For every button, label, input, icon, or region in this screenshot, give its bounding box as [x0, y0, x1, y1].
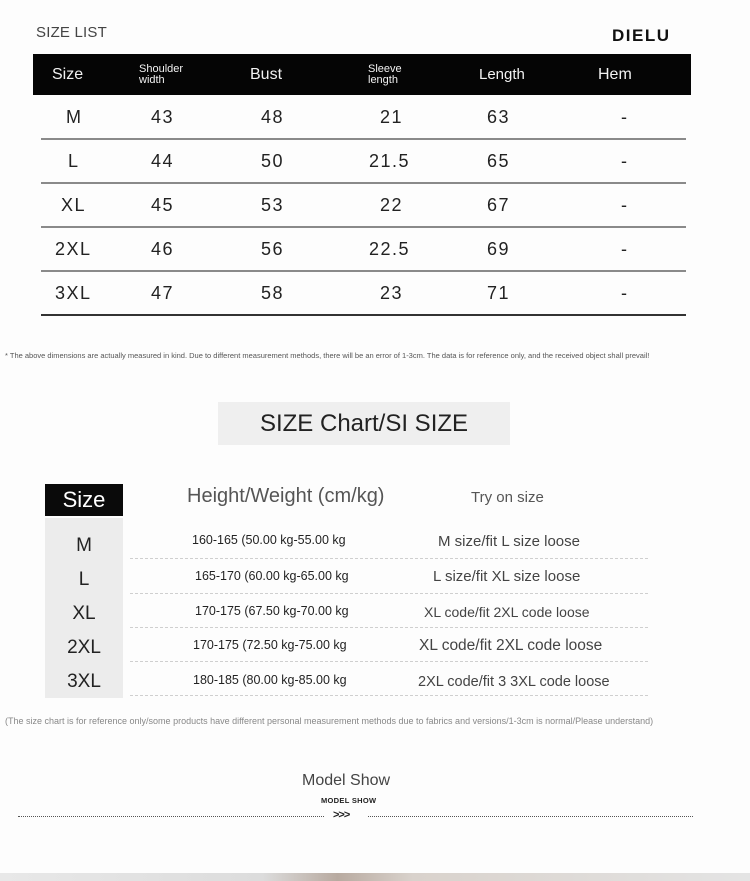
divider-left — [18, 816, 324, 817]
size-label: M — [76, 535, 92, 556]
table-row — [41, 96, 686, 140]
table-row — [41, 228, 686, 272]
col-bust: Bust — [250, 65, 283, 83]
cell-bust: 58 — [261, 282, 285, 303]
fit-recommendation: XL code/fit 2XL code loose — [424, 604, 590, 620]
row-divider — [130, 695, 648, 696]
height-weight-value: 170-175 (67.50 kg-70.00 kg — [195, 604, 349, 618]
fit-recommendation: M size/fit L size loose — [438, 533, 580, 550]
size-column — [45, 518, 123, 698]
cell-size: M — [66, 106, 83, 127]
size-label: 2XL — [67, 637, 101, 658]
col-sleeve-label-2: length — [368, 73, 398, 86]
cell-bust: 48 — [261, 106, 285, 127]
model-show-subtitle: MODEL SHOW — [321, 796, 377, 805]
row-divider — [130, 558, 648, 559]
cell-hem: - — [621, 282, 629, 303]
row-divider — [130, 661, 648, 662]
size-chart-title: SIZE Chart/SI SIZE — [218, 402, 510, 445]
size-label: 3XL — [67, 671, 101, 692]
height-weight-value: 170-175 (72.50 kg-75.00 kg — [193, 638, 347, 652]
col-length: Length — [479, 66, 525, 83]
cell-bust: 50 — [261, 150, 285, 171]
measure-table-header — [33, 54, 691, 95]
cell-shoulder: 46 — [151, 238, 175, 259]
table-row — [41, 272, 686, 316]
table-row — [41, 140, 686, 184]
cell-length: 69 — [487, 238, 511, 259]
cell-size: XL — [61, 194, 87, 215]
divider-right — [368, 816, 693, 817]
height-weight-value: 165-170 (60.00 kg-65.00 kg — [195, 569, 349, 583]
cell-shoulder: 45 — [151, 194, 175, 215]
col-sleeve-length — [368, 54, 402, 95]
col-hem: Hem — [598, 65, 632, 83]
cell-size: 2XL — [55, 238, 92, 259]
table-row — [41, 184, 686, 228]
cell-sleeve: 23 — [380, 282, 404, 303]
cell-sleeve: 21 — [380, 106, 404, 127]
fit-recommendation: XL code/fit 2XL code loose — [419, 637, 603, 654]
cell-bust: 56 — [261, 238, 285, 259]
height-weight-value: 160-165 (50.00 kg-55.00 kg — [192, 533, 346, 547]
cell-bust: 53 — [261, 194, 285, 215]
cell-hem: - — [621, 238, 629, 259]
cell-hem: - — [621, 194, 629, 215]
col-shoulder-label-1: Shoulder — [139, 62, 184, 75]
size-list-title: SIZE LIST — [36, 24, 107, 41]
row-divider — [130, 627, 648, 628]
try-on-header: Try on size — [471, 489, 544, 506]
cell-size: 3XL — [55, 282, 92, 303]
row-divider — [130, 593, 648, 594]
size-label: L — [78, 569, 90, 590]
height-weight-value: 180-185 (80.00 kg-85.00 kg — [193, 673, 347, 687]
cell-shoulder: 43 — [151, 106, 175, 127]
cell-sleeve: 21.5 — [369, 150, 411, 171]
model-show-title: Model Show — [302, 772, 391, 789]
cell-sleeve: 22.5 — [369, 238, 411, 259]
cell-length: 71 — [487, 282, 511, 303]
measurement-note: * The above dimensions are actually measured in kind. Due to different measurement methods, there will be an error of 1-3cm. The data is for reference only, and the received object shall prevail! — [5, 351, 650, 360]
cell-length: 65 — [487, 150, 511, 171]
cell-shoulder: 47 — [151, 282, 175, 303]
size-chart-note: (The size chart is for reference only/some products have different personal measurement methods due to fabrics and versions/1-3cm is normal/Please understand) — [5, 716, 654, 726]
size-column-header: Size — [45, 484, 123, 516]
col-size: Size — [52, 65, 84, 83]
size-label: XL — [72, 603, 96, 624]
cell-size: L — [68, 150, 80, 171]
cell-hem: - — [621, 106, 629, 127]
col-sleeve-label-1: Sleeve — [368, 62, 402, 75]
chevron-right-icon: >>> — [333, 809, 350, 821]
fit-recommendation: L size/fit XL size loose — [433, 568, 581, 585]
cell-length: 63 — [487, 106, 511, 127]
model-photo — [0, 873, 750, 881]
cell-length: 67 — [487, 194, 511, 215]
cell-sleeve: 22 — [380, 194, 404, 215]
height-weight-header: Height/Weight (cm/kg) — [187, 485, 385, 507]
cell-hem: - — [621, 150, 629, 171]
fit-recommendation: 2XL code/fit 3 3XL code loose — [418, 674, 610, 690]
cell-shoulder: 44 — [151, 150, 175, 171]
col-shoulder-width — [139, 54, 183, 95]
brand-logo: DIELU — [612, 26, 671, 45]
col-shoulder-label-2: width — [139, 73, 165, 86]
